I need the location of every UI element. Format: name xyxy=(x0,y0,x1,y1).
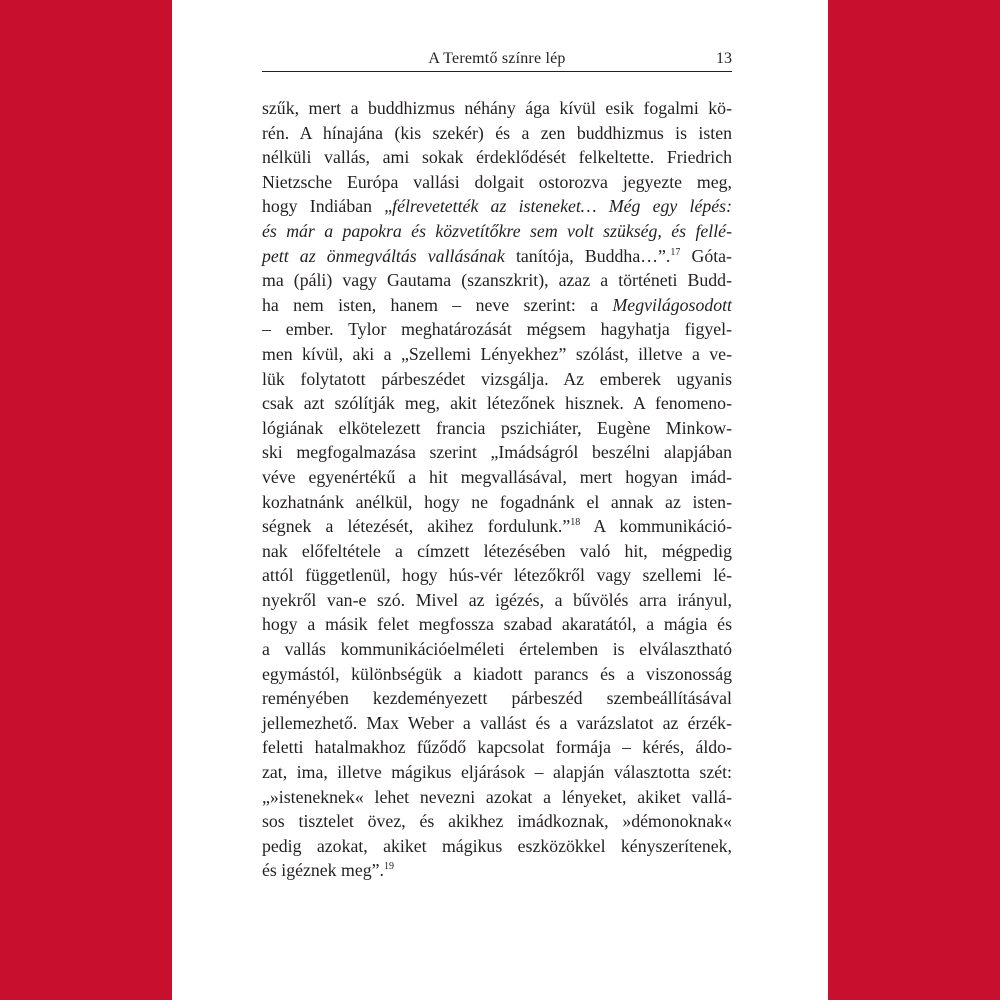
running-header xyxy=(262,49,732,72)
text-segment: men kívül, aki a „Szellemi Lényekhez” szólást, illetve a ve- xyxy=(262,343,732,364)
text-line xyxy=(262,735,732,760)
text-line xyxy=(262,121,732,146)
text-segment: tanítója, Buddha…”. xyxy=(504,245,671,266)
text-line xyxy=(262,490,732,515)
text-line xyxy=(262,440,732,465)
text-segment: attól függetlenül, hogy hús-vér létezőkről vagy szellemi lé- xyxy=(262,565,732,586)
text-line xyxy=(262,465,732,490)
italic-text: önmegváltás vallásának xyxy=(326,245,505,266)
text-line xyxy=(262,293,732,318)
text-segment: pedig azokat, akiket mágikus eszközökkel kényszerítenek, xyxy=(262,835,732,856)
text-segment: reményében kezdeményezett párbeszéd szembeállításával xyxy=(262,688,732,709)
text-line xyxy=(262,170,732,195)
text-line xyxy=(262,809,732,834)
italic-text: pett az xyxy=(262,245,327,266)
text-line xyxy=(262,391,732,416)
text-line xyxy=(262,219,732,244)
text-line xyxy=(262,539,732,564)
text-segment: nyekről van-e szó. Mivel az igézés, a bűvölés arra irányul, xyxy=(262,589,732,610)
text-segment: egymástól, különbségük a kiadott parancs és a viszonosság xyxy=(262,663,732,684)
text-segment: kozhatnánk anélkül, hogy ne fogadnánk el annak az isten- xyxy=(262,491,732,512)
book-page xyxy=(172,0,828,1000)
text-segment: hogy Indiában „ xyxy=(262,196,393,217)
text-segment: A kommunikáció- xyxy=(580,516,732,537)
text-segment: szűk, mert a buddhizmus néhány ága kívül esik fogalmi kö- xyxy=(262,98,732,118)
italic-text: Megvilágosodott xyxy=(612,294,732,315)
text-line xyxy=(262,145,732,170)
italic-text: félrevetették az isteneket… Még egy lépés: xyxy=(392,196,732,217)
page-number: 13 xyxy=(716,50,732,67)
text-line xyxy=(262,194,732,219)
text-segment: lük folytatott párbeszédet vizsgálja. Az emberek ugyanis xyxy=(262,368,732,389)
text-segment: ski megfogalmazása szerint „Imádságról beszélni alapjában xyxy=(262,442,732,463)
footnote-marker: 19 xyxy=(383,861,394,873)
body-paragraph xyxy=(262,96,732,883)
text-line xyxy=(262,244,732,269)
text-segment: zat, ima, illetve mágikus eljárások – alapján választotta szét: xyxy=(262,762,732,783)
text-segment: hogy a másik felet megfossza szabad akaratától, a mágia és xyxy=(262,614,732,635)
text-segment: véve egyenértékű a hit megvallásával, mert hogyan imád- xyxy=(262,466,732,487)
text-segment: jellemezhető. Max Weber a vallást és a varázslatot az érzék- xyxy=(262,712,732,733)
text-segment: feletti hatalmakhoz fűződő kapcsolat formája – kérés, áldo- xyxy=(262,737,732,758)
text-segment: lógiának elkötelezett francia pszichiáter, Eugène Minkow- xyxy=(262,417,732,438)
text-segment: nélküli vallás, ami sokak érdeklődését felkeltette. Friedrich xyxy=(262,147,732,168)
text-segment: a vallás kommunikációelméleti értelemben is elválasztható xyxy=(262,639,732,660)
text-segment: nak előfeltétele a címzett létezésében való hit, mégpedig xyxy=(262,540,732,561)
text-line xyxy=(262,858,732,883)
running-title: A Teremtő színre lép xyxy=(428,50,566,67)
text-line xyxy=(262,686,732,711)
text-line xyxy=(262,268,732,293)
text-line xyxy=(262,317,732,342)
text-line xyxy=(262,711,732,736)
text-segment: ségnek a létezését, akihez fordulunk.” xyxy=(262,516,571,537)
text-segment: csak azt szólítják meg, akit létezőnek hisznek. A fenomeno- xyxy=(262,393,732,414)
text-segment: rén. A hínajána (kis szekér) és a zen buddhizmus is isten xyxy=(262,122,732,143)
text-line xyxy=(262,96,732,121)
text-line xyxy=(262,637,732,662)
text-segment: – ember. Tylor meghatározását mégsem hagyhatja figyel- xyxy=(262,319,732,340)
text-line xyxy=(262,342,732,367)
text-line xyxy=(262,588,732,613)
text-segment: sos tisztelet övez, és akikhez imádkoznak, »démonoknak« xyxy=(262,811,732,832)
text-line xyxy=(262,662,732,687)
text-segment: „»isteneknek« lehet nevezni azokat a lényeket, akiket vallá- xyxy=(262,786,732,807)
text-line xyxy=(262,563,732,588)
text-segment: Nietzsche Európa vallási dolgait ostorozva jegyezte meg, xyxy=(262,171,732,192)
text-line xyxy=(262,834,732,859)
text-segment: ha nem isten, hanem – neve szerint: a xyxy=(262,294,613,315)
text-line xyxy=(262,367,732,392)
footnote-marker: 17 xyxy=(670,246,681,258)
text-segment: Góta- xyxy=(680,245,732,266)
italic-text: és már a papokra és közvetítőkre sem volt szükség, és fellé- xyxy=(262,220,732,241)
footnote-marker: 18 xyxy=(570,517,581,529)
text-segment: ma (páli) vagy Gautama (szanszkrit), azaz a történeti Budd- xyxy=(262,270,732,291)
text-segment: és igéznek meg”. xyxy=(262,860,384,881)
text-line xyxy=(262,514,732,539)
text-line xyxy=(262,612,732,637)
text-line xyxy=(262,416,732,441)
text-line xyxy=(262,760,732,785)
text-line xyxy=(262,785,732,810)
